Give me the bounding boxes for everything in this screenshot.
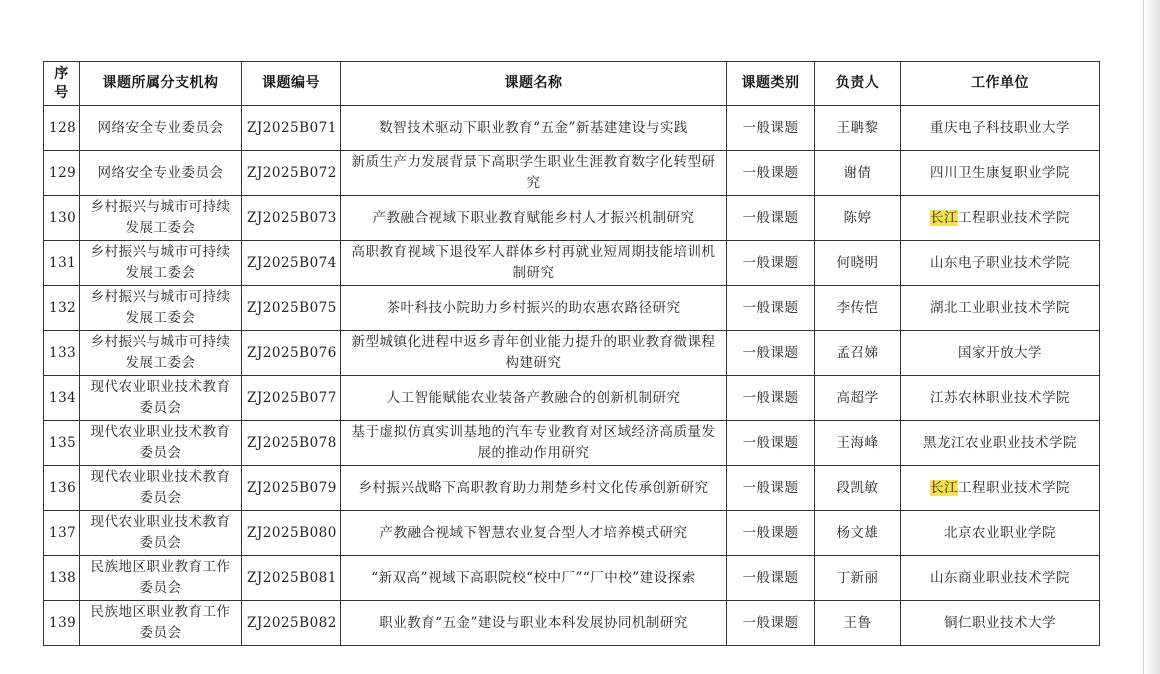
- cell-code: ZJ2025B077: [242, 376, 341, 421]
- cell-type: 一般课题: [727, 241, 815, 286]
- cell-code: ZJ2025B072: [242, 151, 341, 196]
- header-branch: 课题所属分支机构: [80, 62, 242, 106]
- cell-unit: [901, 106, 1100, 151]
- cell-no: 135: [44, 421, 80, 466]
- cell-code: ZJ2025B076: [242, 331, 341, 376]
- cell-branch: 现代农业职业技术教育委员会: [80, 376, 242, 421]
- header-code: 课题编号: [242, 62, 341, 106]
- cell-name: 茶叶科技小院助力乡村振兴的助农惠农路径研究: [341, 286, 727, 331]
- cell-name: 数智技术驱动下职业教育“五金”新基建建设与实践: [341, 106, 727, 151]
- table-row: [44, 286, 1100, 331]
- cell-unit: [901, 196, 1100, 241]
- cell-code: ZJ2025B079: [242, 466, 341, 511]
- cell-branch: 现代农业职业技术教育委员会: [80, 511, 242, 556]
- unit-text: 工程职业技术学院: [958, 209, 1070, 226]
- cell-name: 新质生产力发展背景下高职学生职业生涯教育数字化转型研究: [341, 151, 727, 196]
- cell-lead: 何晓明: [815, 241, 901, 286]
- cell-name: 新型城镇化进程中返乡青年创业能力提升的职业教育微课程构建研究: [341, 331, 727, 376]
- header-lead: 负责人: [815, 62, 901, 106]
- cell-lead: 段凯敏: [815, 466, 901, 511]
- cell-type: 一般课题: [727, 151, 815, 196]
- cell-code: ZJ2025B082: [242, 601, 341, 646]
- table-row: [44, 241, 1100, 286]
- cell-code: ZJ2025B073: [242, 196, 341, 241]
- cell-no: 139: [44, 601, 80, 646]
- unit-text: 四川卫生康复职业学院: [930, 164, 1070, 181]
- unit-text: 北京农业职业学院: [944, 524, 1056, 541]
- table-row: [44, 196, 1100, 241]
- unit-text: 湖北工业职业技术学院: [930, 299, 1070, 316]
- page-edge-shadow: [1144, 0, 1160, 674]
- cell-unit: [901, 331, 1100, 376]
- cell-branch: 乡村振兴与城市可持续发展工委会: [80, 286, 242, 331]
- header-type: 课题类别: [727, 62, 815, 106]
- unit-text: 山东电子职业技术学院: [930, 254, 1070, 271]
- cell-name: 基于虚拟仿真实训基地的汽车专业教育对区域经济高质量发展的推动作用研究: [341, 421, 727, 466]
- cell-type: 一般课题: [727, 556, 815, 601]
- cell-type: 一般课题: [727, 421, 815, 466]
- cell-branch: 现代农业职业技术教育委员会: [80, 421, 242, 466]
- cell-no: 133: [44, 331, 80, 376]
- cell-unit: [901, 556, 1100, 601]
- unit-text: 江苏农林职业技术学院: [930, 389, 1070, 406]
- cell-no: 130: [44, 196, 80, 241]
- cell-no: 131: [44, 241, 80, 286]
- table-row: [44, 151, 1100, 196]
- table-row: [44, 376, 1100, 421]
- cell-name: 高职教育视域下退役军人群体乡村再就业短周期技能培训机制研究: [341, 241, 727, 286]
- cell-branch: 现代农业职业技术教育委员会: [80, 466, 242, 511]
- cell-branch: 民族地区职业教育工作委员会: [80, 601, 242, 646]
- unit-text: 铜仁职业技术大学: [944, 614, 1056, 631]
- cell-branch: 乡村振兴与城市可持续发展工委会: [80, 196, 242, 241]
- cell-no: 132: [44, 286, 80, 331]
- unit-highlight: 长江: [930, 209, 958, 226]
- cell-code: ZJ2025B081: [242, 556, 341, 601]
- table-header-row: [44, 62, 1100, 106]
- cell-type: 一般课题: [727, 376, 815, 421]
- cell-lead: 李传恺: [815, 286, 901, 331]
- cell-branch: 乡村振兴与城市可持续发展工委会: [80, 331, 242, 376]
- cell-unit: [901, 601, 1100, 646]
- unit-text: 山东商业职业技术学院: [930, 569, 1070, 586]
- cell-unit: [901, 376, 1100, 421]
- cell-no: 129: [44, 151, 80, 196]
- table-row: [44, 601, 1100, 646]
- cell-unit: [901, 511, 1100, 556]
- cell-unit: [901, 241, 1100, 286]
- cell-name: “新双高”视域下高职院校“校中厂”“厂中校”建设探索: [341, 556, 727, 601]
- cell-lead: 王海峰: [815, 421, 901, 466]
- unit-text: 黑龙江农业职业技术学院: [923, 434, 1077, 451]
- unit-text: 国家开放大学: [958, 344, 1042, 361]
- cell-branch: 网络安全专业委员会: [80, 151, 242, 196]
- cell-code: ZJ2025B080: [242, 511, 341, 556]
- table-row: [44, 331, 1100, 376]
- table-row: [44, 556, 1100, 601]
- cell-lead: 高超学: [815, 376, 901, 421]
- cell-code: ZJ2025B078: [242, 421, 341, 466]
- cell-no: 134: [44, 376, 80, 421]
- cell-lead: 孟召娣: [815, 331, 901, 376]
- cell-name: 产教融合视域下智慧农业复合型人才培养模式研究: [341, 511, 727, 556]
- cell-name: 职业教育“五金”建设与职业本科发展协同机制研究: [341, 601, 727, 646]
- cell-lead: 谢倩: [815, 151, 901, 196]
- cell-branch: 民族地区职业教育工作委员会: [80, 556, 242, 601]
- cell-unit: [901, 151, 1100, 196]
- cell-name: 人工智能赋能农业装备产教融合的创新机制研究: [341, 376, 727, 421]
- cell-no: 137: [44, 511, 80, 556]
- header-name: 课题名称: [341, 62, 727, 106]
- cell-lead: 杨文雄: [815, 511, 901, 556]
- cell-type: 一般课题: [727, 286, 815, 331]
- cell-code: ZJ2025B071: [242, 106, 341, 151]
- table-row: [44, 511, 1100, 556]
- cell-name: 产教融合视域下职业教育赋能乡村人才振兴机制研究: [341, 196, 727, 241]
- unit-highlight: 长江: [930, 479, 958, 496]
- cell-type: 一般课题: [727, 331, 815, 376]
- cell-code: ZJ2025B074: [242, 241, 341, 286]
- cell-lead: 王聃黎: [815, 106, 901, 151]
- table-row: [44, 466, 1100, 511]
- cell-type: 一般课题: [727, 106, 815, 151]
- unit-text: 工程职业技术学院: [958, 479, 1070, 496]
- cell-code: ZJ2025B075: [242, 286, 341, 331]
- header-unit: 工作单位: [901, 62, 1100, 106]
- cell-lead: 丁新丽: [815, 556, 901, 601]
- cell-lead: 陈婷: [815, 196, 901, 241]
- cell-type: 一般课题: [727, 466, 815, 511]
- cell-unit: [901, 466, 1100, 511]
- header-no: 序号: [44, 62, 80, 106]
- cell-branch: 乡村振兴与城市可持续发展工委会: [80, 241, 242, 286]
- cell-no: 128: [44, 106, 80, 151]
- table-row: [44, 106, 1100, 151]
- cell-lead: 王鲁: [815, 601, 901, 646]
- cell-branch: 网络安全专业委员会: [80, 106, 242, 151]
- cell-no: 136: [44, 466, 80, 511]
- project-table: [43, 61, 1100, 646]
- cell-no: 138: [44, 556, 80, 601]
- unit-text: 重庆电子科技职业大学: [930, 119, 1070, 136]
- table-row: [44, 421, 1100, 466]
- cell-unit: [901, 286, 1100, 331]
- cell-type: 一般课题: [727, 196, 815, 241]
- cell-unit: [901, 421, 1100, 466]
- cell-name: 乡村振兴战略下高职教育助力荆楚乡村文化传承创新研究: [341, 466, 727, 511]
- cell-type: 一般课题: [727, 511, 815, 556]
- cell-type: 一般课题: [727, 601, 815, 646]
